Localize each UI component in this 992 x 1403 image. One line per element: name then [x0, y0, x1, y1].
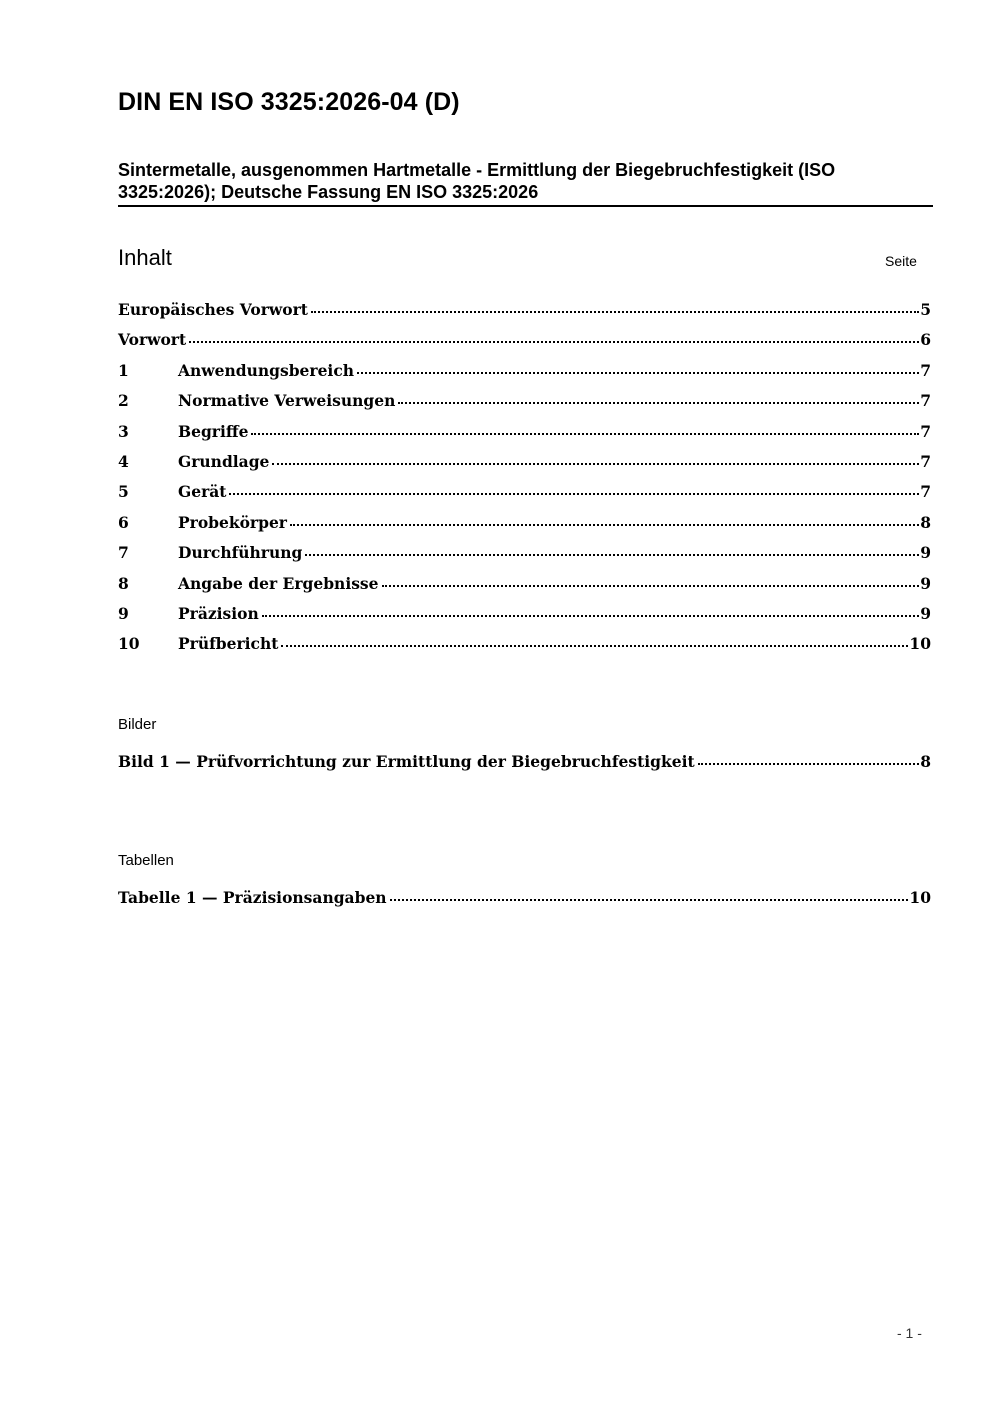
toc-entry-page: 9 — [920, 543, 931, 563]
toc-entry-label: Bild 1 — Prüfvorrichtung zur Ermittlung der Biegebruchfestigkeit — [118, 752, 695, 771]
toc-entry[interactable] — [118, 634, 931, 664]
toc-entry[interactable] — [118, 752, 931, 782]
toc-entry[interactable] — [118, 361, 931, 391]
toc-entry-page: 7 — [920, 391, 931, 411]
dot-leader — [189, 341, 919, 343]
toc-entry[interactable] — [118, 422, 931, 452]
dot-leader — [272, 463, 919, 465]
toc-entry[interactable] — [118, 330, 931, 360]
dot-leader — [262, 615, 919, 617]
toc-entry-label: Durchführung — [178, 543, 303, 563]
toc-entry-page: 7 — [920, 421, 931, 441]
toc-entry-page: 9 — [920, 573, 931, 593]
toc-entry-label: Gerät — [178, 482, 227, 502]
toc-entry-number: 3 — [118, 421, 129, 441]
dot-leader — [229, 493, 919, 495]
dot-leader — [390, 899, 909, 901]
toc-entry-label: Grundlage — [178, 451, 270, 471]
dot-leader — [357, 372, 919, 374]
toc-entry-page: 7 — [920, 451, 931, 471]
toc-entry-label: Normative Verweisungen — [178, 391, 396, 411]
toc-entry-page: 7 — [920, 482, 931, 502]
toc-entry-number: 10 — [118, 634, 140, 654]
toc-entry-label: Angabe der Ergebnisse — [178, 573, 379, 593]
toc-entry-label: Prüfbericht — [178, 634, 279, 654]
toc-entry-page: 7 — [920, 360, 931, 380]
dot-leader — [290, 524, 919, 526]
toc-entry-page: 6 — [920, 330, 931, 350]
tables-list — [118, 888, 931, 918]
toc-entry-number: 8 — [118, 573, 129, 593]
toc-entry-label: Präzision — [178, 603, 259, 623]
tables-heading: Tabellen — [118, 852, 174, 869]
toc-entry[interactable] — [118, 574, 931, 604]
toc-entry-number: 4 — [118, 451, 129, 471]
dot-leader — [251, 433, 919, 435]
dot-leader — [698, 763, 920, 765]
figures-heading: Bilder — [118, 716, 157, 733]
page-title: DIN EN ISO 3325:2026-04 (D) — [118, 88, 460, 116]
toc-entry-label: Tabelle 1 — Präzisionsangaben — [118, 888, 387, 907]
toc-heading: Inhalt — [118, 245, 172, 270]
toc-entry-label: Begriffe — [178, 421, 249, 441]
toc-entry-label: Vorwort — [118, 330, 187, 350]
dot-leader — [398, 402, 919, 404]
toc-entry-page: 8 — [920, 512, 931, 532]
toc-entry[interactable] — [118, 300, 931, 330]
toc-entry[interactable] — [118, 513, 931, 543]
toc-entry-number: 5 — [118, 482, 129, 502]
toc-entry-label: Europäisches Vorwort — [118, 300, 308, 319]
page-column-label: Seite — [885, 253, 917, 269]
toc-entry-page: 10 — [909, 634, 931, 654]
toc-entry[interactable] — [118, 391, 931, 421]
dot-leader — [382, 585, 920, 587]
toc-entry-page: 5 — [920, 300, 931, 319]
toc-entry-page: 9 — [920, 603, 931, 623]
document-subtitle: Sintermetalle, ausgenommen Hartmetalle - Ermittlung der Biegebruchfestigkeit (ISO 3325:2026); Deutsche Fassung EN ISO 3325:2026 — [118, 159, 933, 207]
toc-entry-label: Anwendungsbereich — [178, 360, 355, 380]
toc-entry[interactable] — [118, 482, 931, 512]
toc-entry-number: 9 — [118, 603, 129, 623]
toc-entry[interactable] — [118, 604, 931, 634]
figures-list — [118, 752, 931, 782]
toc-entry-label: Probekörper — [178, 512, 287, 532]
toc-entry-number: 6 — [118, 512, 129, 532]
toc-entry-number: 7 — [118, 543, 129, 563]
toc-entry[interactable] — [118, 452, 931, 482]
toc-entry-page: 10 — [909, 888, 931, 907]
dot-leader — [305, 554, 919, 556]
toc-entry-page: 8 — [920, 752, 931, 771]
dot-leader — [311, 311, 919, 313]
toc-entry[interactable] — [118, 888, 931, 918]
dot-leader — [281, 645, 908, 647]
toc-entry-number: 1 — [118, 360, 129, 380]
page-number: - 1 - — [897, 1325, 922, 1341]
toc-entry-number: 2 — [118, 391, 129, 411]
toc-entry[interactable] — [118, 543, 931, 573]
toc-list — [118, 300, 931, 665]
